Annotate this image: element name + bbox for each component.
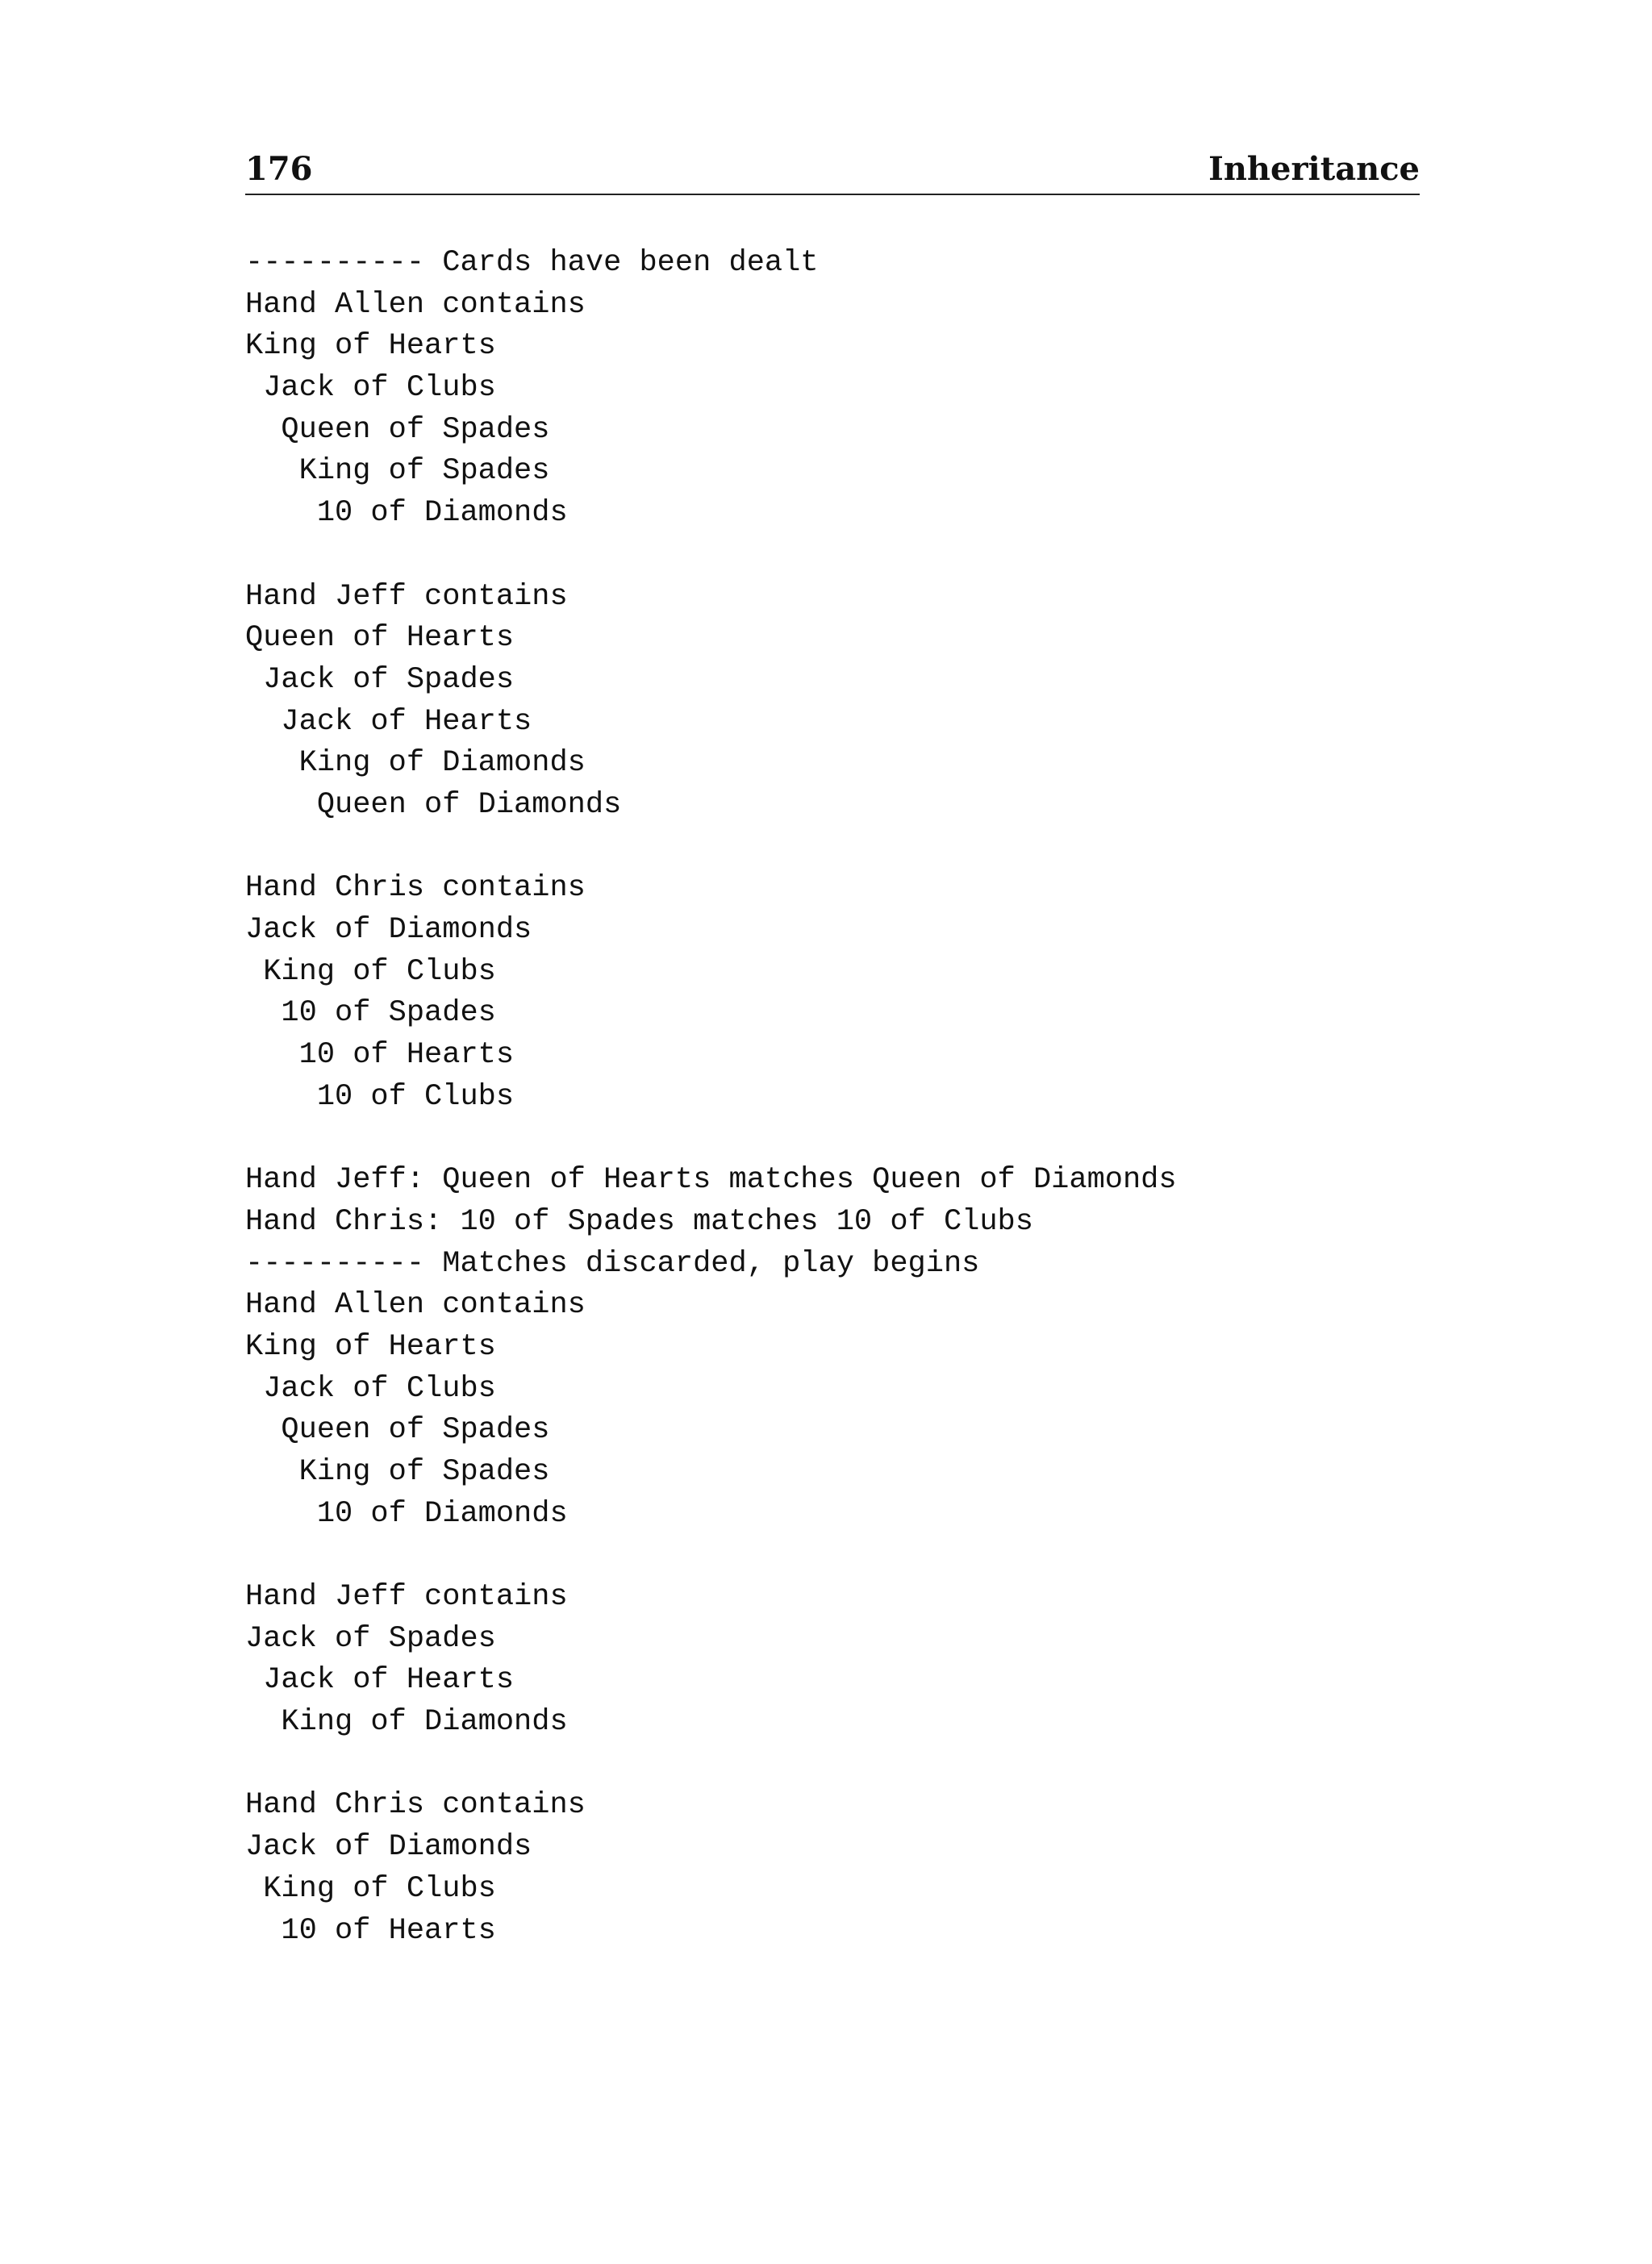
page-number: 176: [245, 150, 313, 188]
output-line: Jack of Diamonds: [245, 1830, 532, 1865]
output-line: King of Diamonds: [245, 1705, 568, 1740]
output-line: Hand Chris: 10 of Spades matches 10 of Clubs: [245, 1204, 1033, 1239]
output-line: ---------- Matches discarded, play begins: [245, 1246, 980, 1281]
output-line: [245, 1535, 1177, 1577]
output-line: ---------- Cards have been dealt: [245, 246, 819, 280]
program-output-listing: [245, 243, 1177, 1952]
chapter-title: Inheritance: [1208, 150, 1420, 188]
output-line: 10 of Diamonds: [245, 496, 568, 531]
output-line: Hand Chris contains: [245, 871, 586, 906]
output-line: Jack of Hearts: [245, 1663, 515, 1698]
output-line: Hand Chris contains: [245, 1788, 586, 1823]
output-line: 10 of Hearts: [245, 1913, 496, 1948]
output-line: [245, 1744, 1177, 1786]
output-line: King of Clubs: [245, 1871, 496, 1906]
output-line: Hand Allen contains: [245, 287, 586, 322]
output-line: 10 of Spades: [245, 996, 496, 1031]
output-line: Jack of Clubs: [245, 371, 496, 406]
output-line: Queen of Hearts: [245, 621, 515, 656]
output-line: Hand Jeff: Queen of Hearts matches Queen of Diamonds: [245, 1163, 1177, 1198]
output-line: Jack of Spades: [245, 1621, 496, 1656]
output-line: King of Hearts: [245, 1329, 496, 1364]
output-line: Queen of Diamonds: [245, 787, 622, 822]
output-line: King of Spades: [245, 1454, 550, 1489]
output-line: Jack of Diamonds: [245, 913, 532, 947]
output-line: 10 of Diamonds: [245, 1496, 568, 1531]
output-line: Jack of Clubs: [245, 1371, 496, 1406]
output-line: [245, 535, 1177, 577]
output-line: [245, 1118, 1177, 1160]
output-line: 10 of Clubs: [245, 1079, 515, 1114]
output-line: 10 of Hearts: [245, 1038, 515, 1073]
output-line: [245, 827, 1177, 869]
output-line: Hand Jeff contains: [245, 579, 568, 614]
output-line: King of Hearts: [245, 329, 496, 364]
output-line: Hand Allen contains: [245, 1288, 586, 1323]
output-line: Queen of Spades: [245, 1413, 550, 1448]
output-line: Queen of Spades: [245, 412, 550, 447]
output-line: Jack of Hearts: [245, 704, 532, 739]
output-line: Hand Jeff contains: [245, 1580, 568, 1614]
output-line: King of Spades: [245, 454, 550, 489]
output-line: Jack of Spades: [245, 662, 515, 697]
output-line: King of Diamonds: [245, 746, 586, 781]
running-head: [245, 145, 1420, 195]
output-line: King of Clubs: [245, 954, 496, 989]
